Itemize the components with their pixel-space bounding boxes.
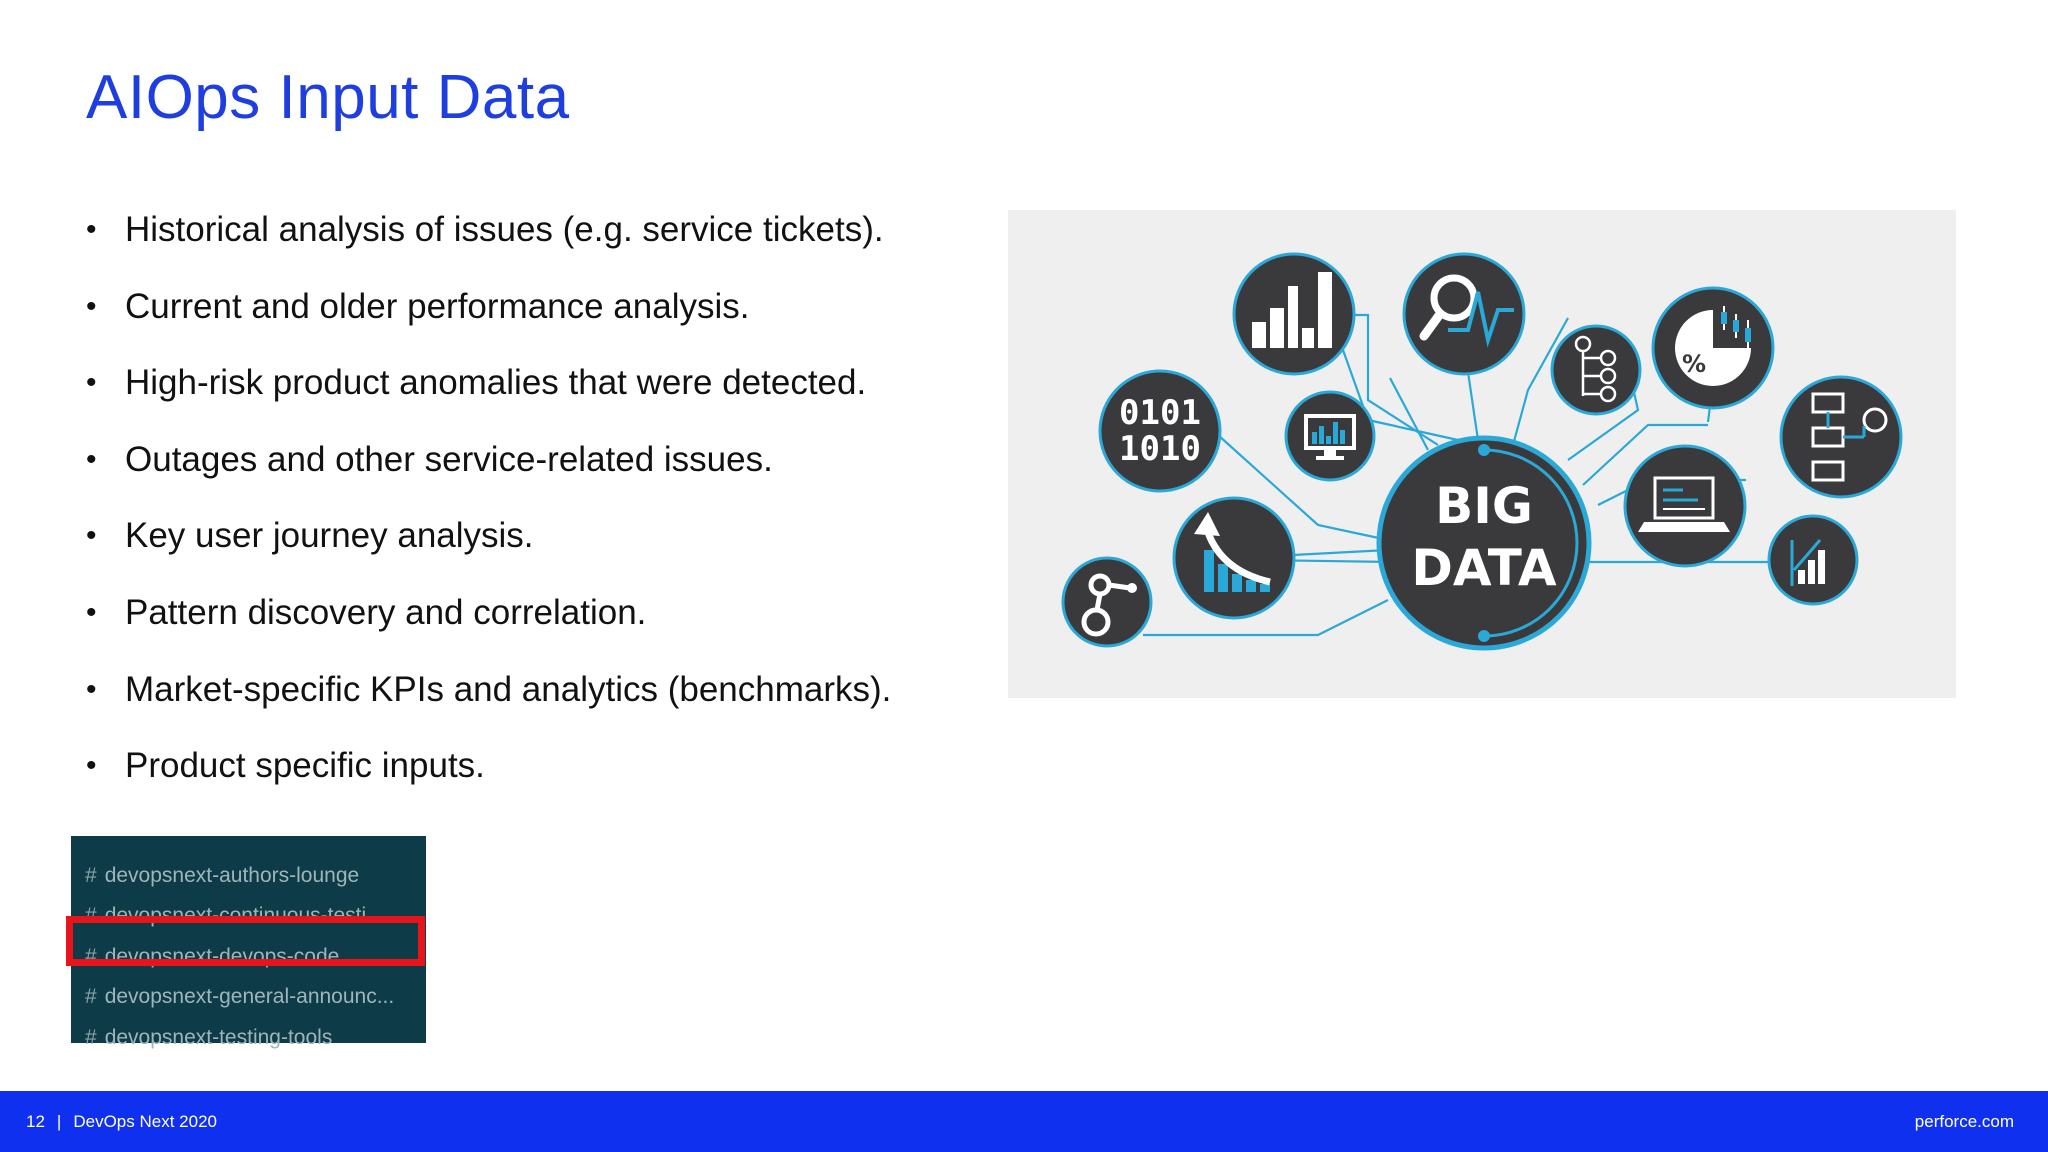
percent-label: % — [1681, 350, 1707, 378]
connector-line — [1390, 378, 1428, 450]
big-data-graphic — [1008, 210, 1956, 698]
bar-chart-icon — [1234, 254, 1354, 374]
binary-label: 0101 — [1119, 393, 1201, 433]
bullet-text: Pattern discovery and correlation. — [125, 592, 647, 632]
channel-item[interactable] — [85, 977, 394, 1017]
bullet-text: Outages and other service-related issues. — [125, 439, 773, 479]
channel-name: devopsnext-general-announc... — [104, 985, 395, 1008]
rising-bars-icon — [1769, 516, 1857, 604]
bullet-dot: • — [86, 442, 97, 476]
channel-name: devopsnext-testing-tools — [104, 1026, 333, 1049]
channel-name: devopsnext-continuous-testi... — [104, 904, 384, 927]
bullet-text: Current and older performance analysis. — [125, 286, 750, 326]
bullet-item — [86, 736, 891, 813]
bullet-item — [86, 353, 891, 430]
bullet-item — [86, 200, 891, 277]
event-name: DevOps Next 2020 — [73, 1112, 217, 1131]
search-analytics-icon — [1404, 254, 1524, 374]
bullet-text: Key user journey analysis. — [125, 516, 534, 556]
bullet-list — [86, 200, 891, 813]
bullet-item — [86, 277, 891, 354]
bullet-dot: • — [86, 366, 97, 400]
bullet-item — [86, 583, 891, 660]
monitor-chart-icon — [1286, 392, 1374, 480]
channel-item[interactable] — [85, 856, 359, 896]
ring-dot — [1478, 630, 1490, 642]
bullet-item — [86, 506, 891, 583]
bullet-dot: • — [86, 213, 97, 246]
channel-item[interactable] — [85, 1018, 332, 1058]
hash-icon: # — [85, 985, 97, 1008]
tree-list-icon — [1552, 326, 1640, 414]
hash-icon: # — [85, 1026, 97, 1049]
page-number: 12 — [26, 1112, 45, 1131]
slide-title: AIOps Input Data — [86, 63, 570, 132]
flowchart-icon — [1781, 377, 1901, 497]
bullet-dot: • — [86, 672, 97, 706]
binary-data-icon — [1100, 371, 1220, 491]
bullet-text: Historical analysis of issues (e.g. service tickets). — [125, 210, 884, 249]
big-label: BIG — [1435, 477, 1533, 535]
hash-icon: # — [85, 945, 97, 968]
bullet-dot: • — [86, 749, 97, 783]
trend-arrow-icon — [1174, 498, 1294, 618]
pie-chart-icon — [1653, 288, 1773, 408]
footer-site-link[interactable]: perforce.com — [1914, 1112, 2014, 1131]
bullet-text: High-risk product anomalies that were detected. — [125, 363, 867, 403]
bullet-item — [86, 430, 891, 507]
footer-left — [26, 1091, 217, 1152]
bullet-text: Product specific inputs. — [125, 746, 485, 786]
channel-name: devopsnext-authors-lounge — [104, 864, 360, 887]
binary-label: 1010 — [1119, 429, 1201, 469]
big-data-illustration — [1008, 210, 1956, 698]
hash-icon: # — [85, 904, 97, 927]
bullet-item — [86, 660, 891, 737]
bullet-text: Market-specific KPIs and analytics (benchmarks). — [125, 669, 892, 709]
data-label: DATA — [1411, 539, 1557, 597]
network-nodes-icon — [1063, 558, 1151, 646]
footer-separator: | — [56, 1112, 62, 1131]
bullet-dot: • — [86, 289, 97, 323]
bullet-dot: • — [86, 595, 97, 629]
laptop-icon — [1625, 446, 1745, 566]
bullet-dot: • — [86, 519, 97, 553]
channel-name: devopsnext-devops-code — [104, 945, 340, 968]
highlight-box — [66, 916, 425, 966]
hash-icon: # — [85, 864, 97, 887]
footer-bar — [0, 1091, 2048, 1152]
ring-dot — [1478, 444, 1490, 456]
